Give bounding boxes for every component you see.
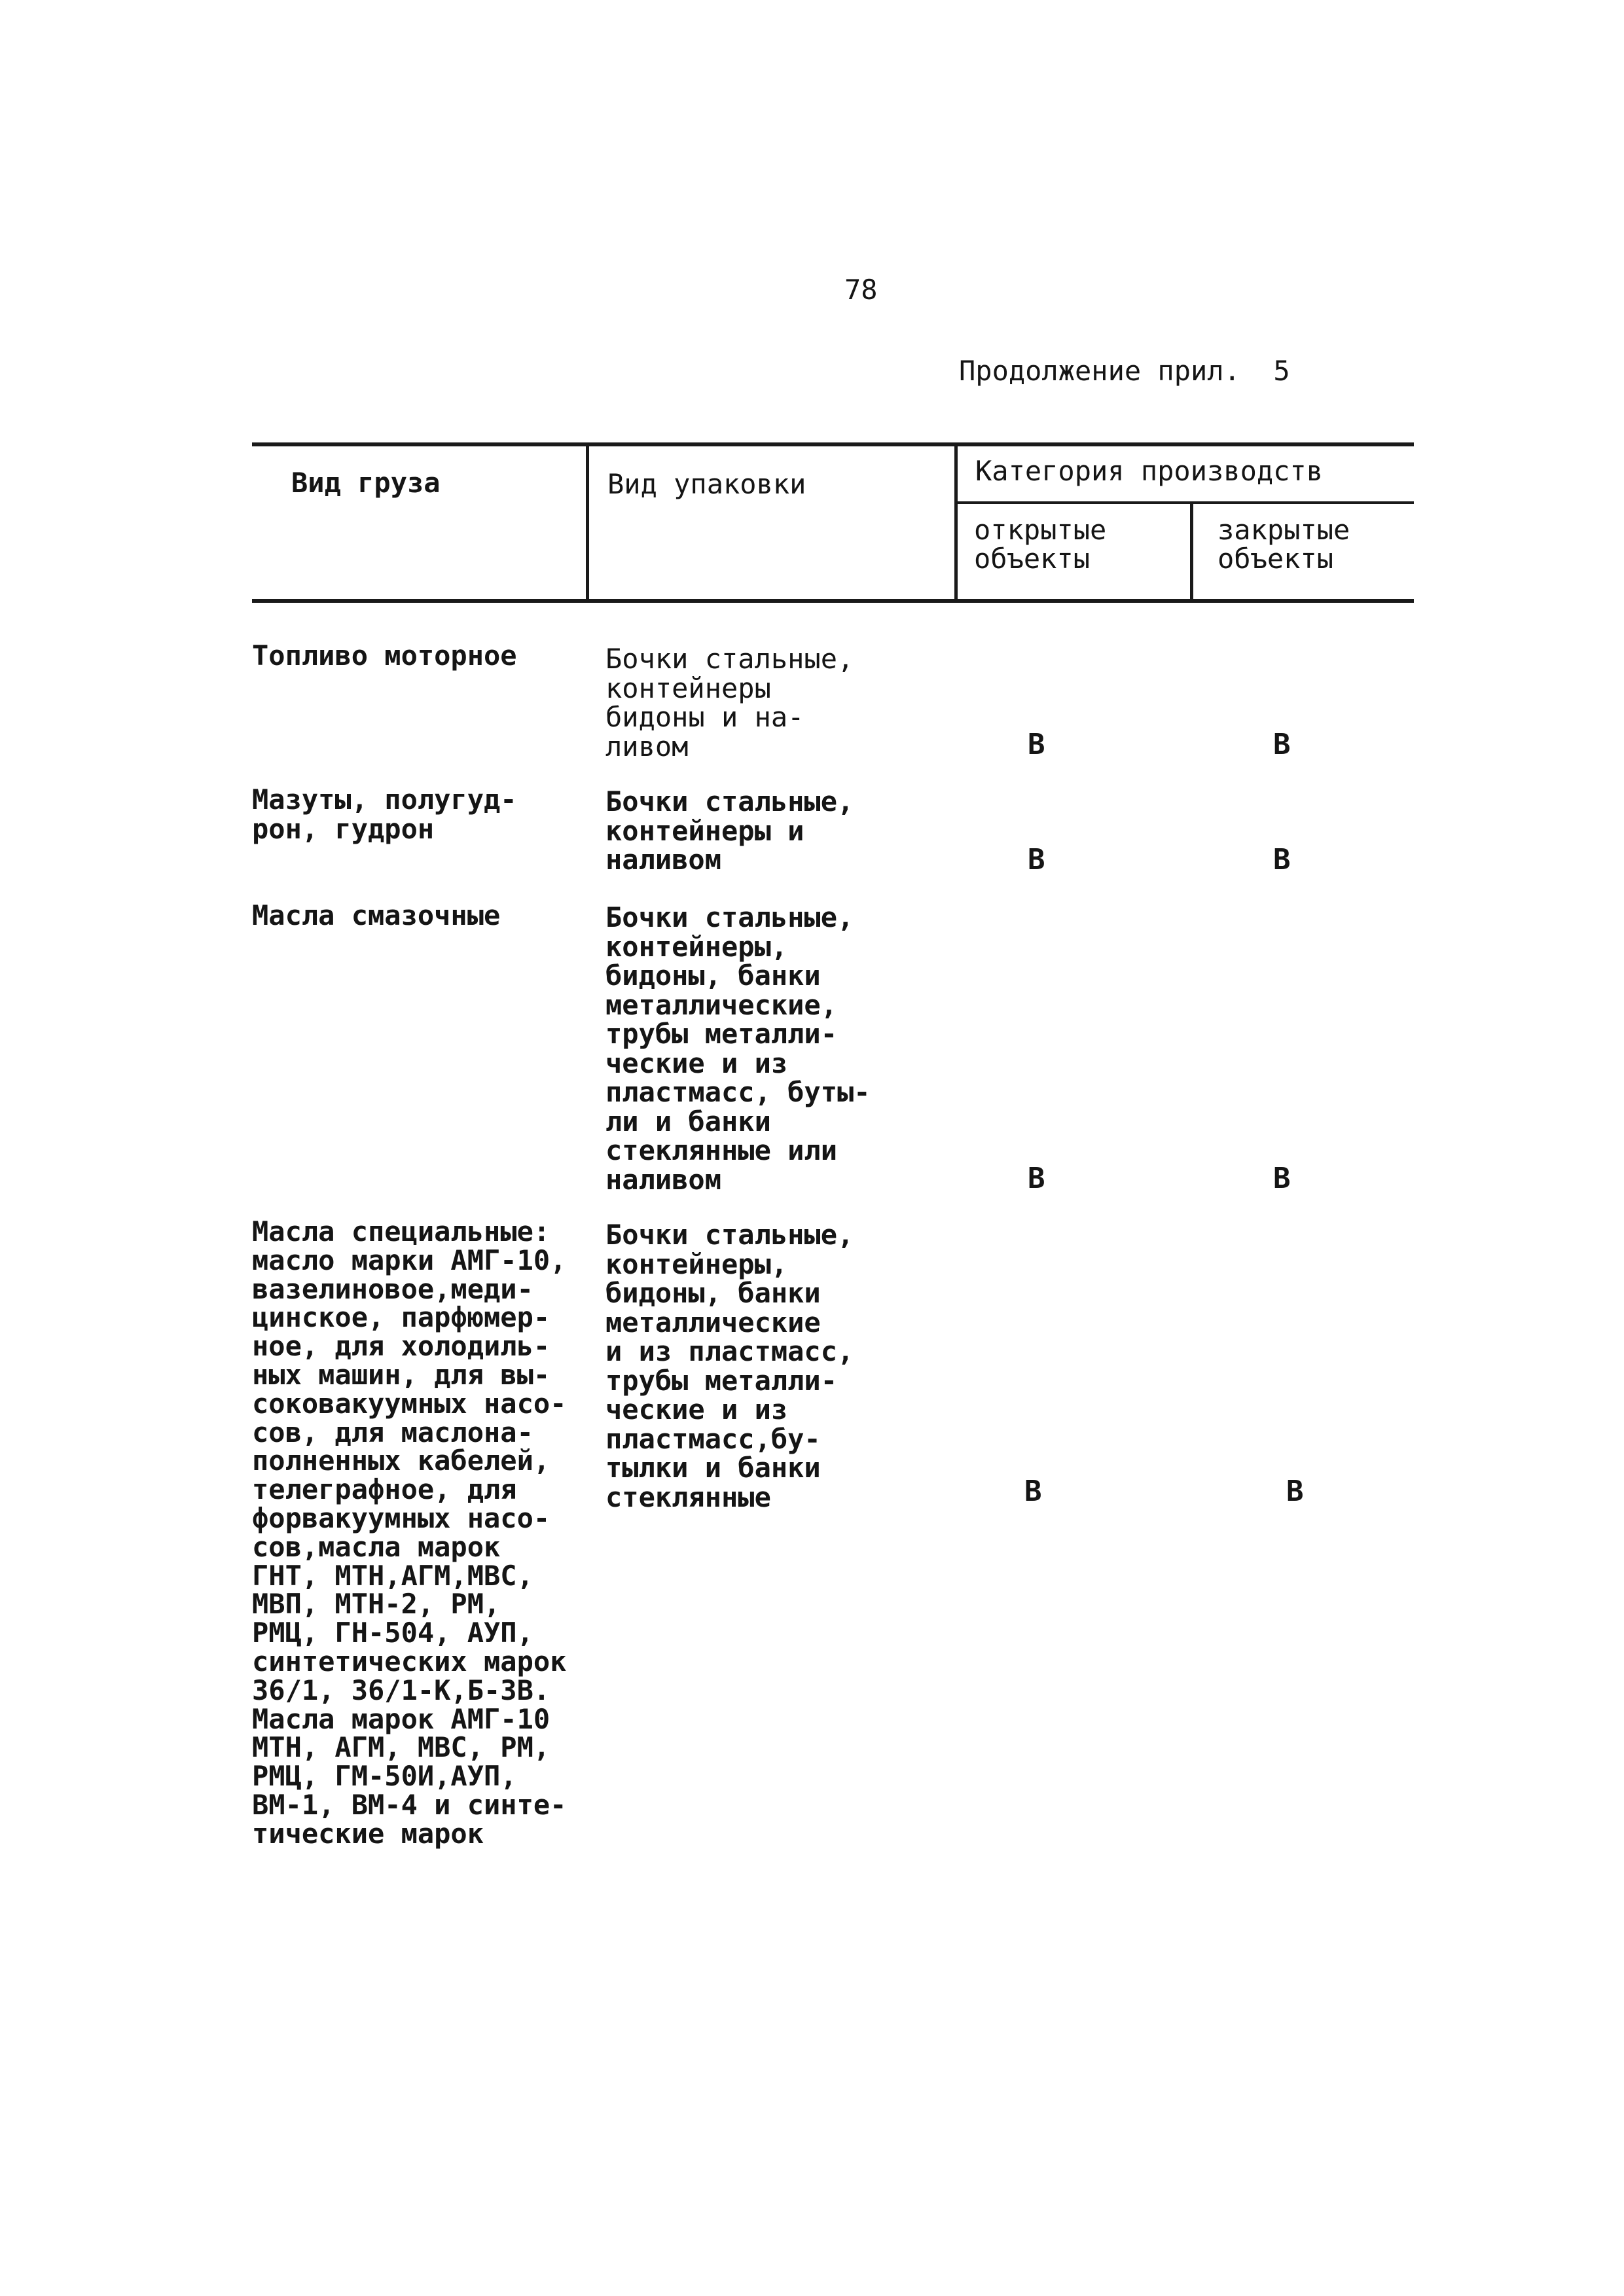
row-1-open-category: В (1028, 728, 1045, 761)
row-2-packaging: Бочки стальные, контейнеры и наливом (605, 785, 854, 876)
page-number: 78 (844, 274, 878, 306)
continuation-label: Продолжение прил. 5 (959, 355, 1290, 387)
header-open-objects: открытые объекты (974, 514, 1107, 575)
row-3-closed-category: В (1273, 1162, 1291, 1195)
row-1-closed-category: В (1273, 728, 1291, 761)
column-divider-packaging (954, 444, 958, 601)
row-4-cargo: Масла специальные: масло марки АМГ-10, вазелиновое,меди- цинское, парфюмер- ное, для холодиль- ных машин, для вы- соковакуумных насо- сов, для маслона- полненных кабелей, телеграфное, для форвакуумных насо- сов,масла марок ГНТ, МТН,АГМ,МВС, МВП, МТН-2, РМ, РМЦ, ГН-504, АУП, синтетических марок 36/1, 36/1-К,Б-3В. Масла марок АМГ-10 МТН, АГМ, МВС, РМ, РМЦ, ГМ-50И,АУП, ВМ-1, ВМ-4 и синте- тические марок (252, 1215, 567, 1850)
table-header-bottom-rule (252, 599, 1414, 603)
header-cargo: Вид груза (291, 467, 441, 499)
row-4-closed-category: В (1286, 1475, 1304, 1508)
row-2-closed-category: В (1273, 843, 1291, 876)
column-divider-cargo (586, 444, 589, 601)
row-4-open-category: В (1024, 1475, 1042, 1508)
row-2-open-category: В (1028, 843, 1045, 876)
header-closed-objects: закрытые объекты (1218, 514, 1350, 575)
category-header-rule (956, 501, 1414, 504)
row-4-packaging: Бочки стальные, контейнеры, бидоны, банки металлические и из пластмасс, трубы металли- ческие и из пластмасс,бу- тылки и банки стеклянные (605, 1219, 854, 1513)
row-2-cargo: Мазуты, полугуд- рон, гудрон (252, 783, 517, 845)
row-1-packaging: Бочки стальные, контейнеры бидоны и на- ливом (605, 643, 854, 762)
row-1-cargo: Топливо моторное (252, 639, 517, 672)
row-3-packaging: Бочки стальные, контейнеры, бидоны, банки металлические, трубы металли- ческие и из пластмасс, буты- ли и банки стеклянные или наливом (605, 901, 871, 1196)
header-category: Категория производств (975, 455, 1324, 487)
row-3-open-category: В (1028, 1162, 1045, 1195)
row-3-cargo: Масла смазочные (252, 899, 501, 931)
column-divider-category (1190, 503, 1193, 601)
header-packaging: Вид упаковки (607, 468, 806, 500)
table-top-rule (252, 442, 1414, 446)
